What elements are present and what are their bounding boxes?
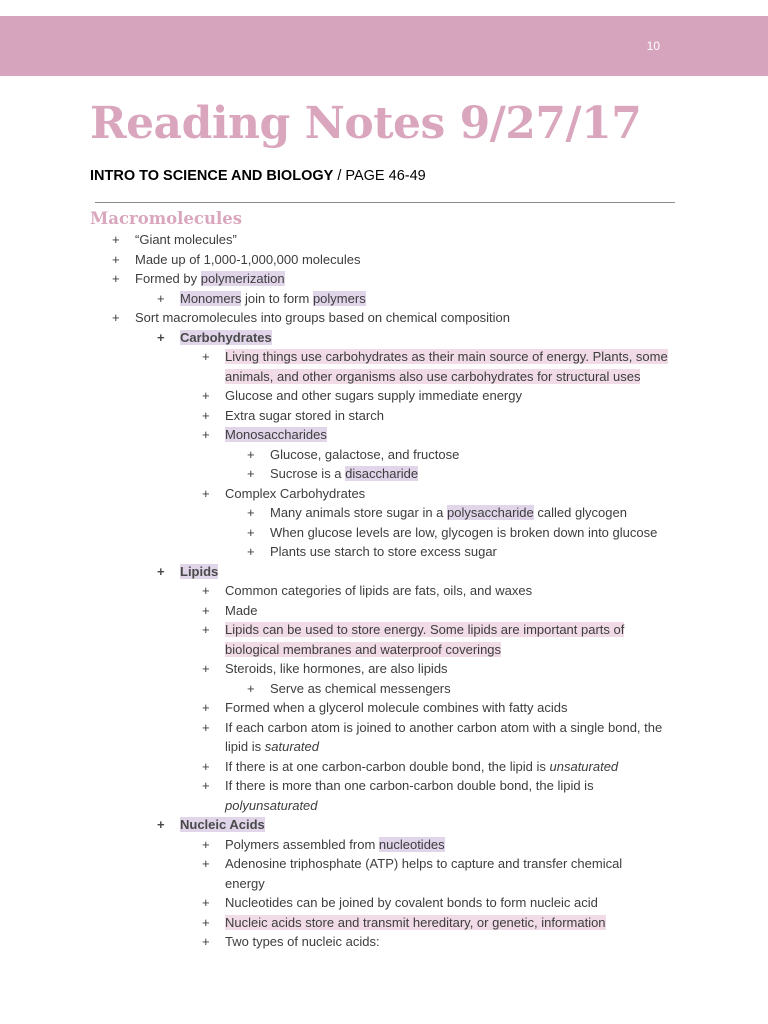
note-text: [180, 289, 366, 309]
bullet-plus-icon: +: [157, 329, 165, 345]
note-row: [0, 406, 768, 426]
note-text: [180, 815, 265, 835]
bullet-plus-icon: +: [202, 700, 210, 715]
note-segment: Complex Carbohydrates: [225, 485, 366, 501]
note-row: [0, 308, 768, 328]
bullet-plus-icon: +: [202, 914, 210, 930]
highlighted-term: biological membranes and waterproof coverings: [225, 641, 502, 657]
bullet-plus-icon: +: [202, 583, 210, 598]
highlighted-term: Nucleic Acids: [180, 817, 265, 832]
note-text: [270, 464, 418, 484]
bullet-plus-icon: +: [202, 349, 210, 364]
header-band: [0, 16, 768, 76]
bullet-plus-icon: +: [202, 836, 210, 852]
note-row: [0, 718, 768, 738]
note-segment: called glycogen: [533, 505, 627, 520]
note-text: [225, 425, 327, 445]
highlighted-term: Lipids: [180, 563, 219, 579]
note-segment: Made: [225, 602, 258, 618]
note-text: [225, 835, 445, 855]
note-text: [225, 698, 567, 718]
note-row: [0, 796, 768, 816]
note-segment: lipid is: [225, 739, 265, 754]
note-segment: Sort macromolecules into groups based on chemical composition: [135, 310, 511, 325]
note-row: [0, 620, 768, 640]
bullet-plus-icon: +: [202, 602, 210, 618]
note-segment: Formed when a glycerol molecule combines with fatty acids: [225, 700, 568, 715]
note-text: [225, 932, 380, 952]
note-row: [0, 503, 768, 523]
highlighted-term: Nucleic acids store and transmit hereditary, or genetic, information: [225, 914, 606, 930]
highlighted-term: Living things use carbohydrates as their main source of energy. Plants, some: [225, 349, 668, 364]
note-text: [225, 620, 624, 640]
note-segment: When glucose levels are low, glycogen is broken down into glucose: [270, 524, 658, 540]
note-row: [0, 640, 768, 660]
note-text: [270, 542, 497, 562]
bullet-plus-icon: +: [202, 622, 210, 637]
bullet-plus-icon: +: [112, 271, 120, 286]
bullet-plus-icon: +: [247, 505, 255, 520]
course-name: INTRO TO SCIENCE AND BIOLOGY: [90, 168, 334, 184]
note-text: [225, 406, 384, 426]
note-row: [0, 289, 768, 309]
note-row: [0, 562, 768, 582]
note-segment: Extra sugar stored in starch: [225, 407, 384, 423]
bullet-plus-icon: +: [157, 290, 165, 306]
note-text: [270, 445, 459, 465]
bullet-plus-icon: +: [112, 310, 120, 325]
note-row: [0, 679, 768, 699]
bullet-plus-icon: +: [202, 895, 210, 910]
note-segment: Adenosine triphosphate (ATP) helps to capture and transfer chemical: [225, 856, 623, 871]
note-segment: Common categories of lipids are fats, oils, and waxes: [225, 583, 533, 598]
note-row: [0, 815, 768, 835]
note-text: [225, 718, 662, 738]
highlighted-term: polysaccharide: [447, 505, 534, 520]
note-text: [135, 250, 361, 270]
bullet-plus-icon: +: [202, 856, 210, 871]
bullet-plus-icon: +: [202, 778, 210, 793]
notes-list: [0, 230, 768, 952]
bullet-plus-icon: +: [157, 563, 165, 579]
bullet-plus-icon: +: [202, 719, 210, 735]
note-row: [0, 854, 768, 874]
bullet-plus-icon: +: [202, 407, 210, 423]
note-text: [270, 503, 627, 523]
note-text: [225, 581, 532, 601]
bullet-plus-icon: +: [112, 232, 120, 247]
section-title: Macromolecules: [90, 209, 243, 228]
note-segment: Made up of 1,000-1,000,000 molecules: [135, 251, 361, 267]
note-row: [0, 269, 768, 289]
note-text: [225, 659, 448, 679]
highlighted-term: polymers: [312, 290, 366, 306]
note-text: [225, 367, 640, 387]
divider: [95, 202, 675, 203]
bullet-plus-icon: +: [202, 388, 210, 403]
note-segment: Formed by: [135, 271, 201, 286]
note-text: [225, 347, 668, 367]
note-text: [225, 386, 522, 406]
note-segment: Glucose, galactose, and fructose: [270, 446, 460, 462]
note-segment: join to form: [241, 290, 313, 306]
note-text: [225, 854, 622, 874]
note-segment: If there is at one carbon-carbon double bond, the lipid is: [225, 758, 550, 774]
note-segment: Nucleotides can be joined by covalent bonds to form nucleic acid: [225, 895, 598, 910]
note-text: [270, 523, 657, 543]
note-segment: Steroids, like hormones, are also lipids: [225, 661, 448, 676]
note-row: [0, 737, 768, 757]
highlighted-term: Carbohydrates: [180, 329, 272, 345]
note-segment: If there is more than one carbon-carbon double bond, the lipid is: [225, 778, 594, 793]
note-row: [0, 425, 768, 445]
note-row: [0, 464, 768, 484]
note-row: [0, 893, 768, 913]
bullet-plus-icon: +: [157, 817, 165, 832]
highlighted-term: nucleotides: [378, 836, 445, 852]
note-text: [225, 737, 319, 757]
note-text: [225, 601, 258, 621]
page-range: / PAGE 46-49: [333, 168, 426, 184]
note-segment: energy: [225, 875, 265, 891]
note-segment: Serve as chemical messengers: [270, 680, 451, 696]
note-row: [0, 445, 768, 465]
note-row: [0, 484, 768, 504]
note-segment: “Giant molecules”: [135, 232, 237, 247]
bullet-plus-icon: +: [247, 524, 255, 540]
note-row: [0, 347, 768, 367]
note-segment: Plants use starch to store excess sugar: [270, 544, 497, 559]
bullet-plus-icon: +: [112, 251, 120, 267]
bullet-plus-icon: +: [202, 661, 210, 676]
page-number: 10: [646, 39, 660, 53]
note-row: [0, 386, 768, 406]
note-row: [0, 328, 768, 348]
note-row: [0, 250, 768, 270]
bullet-plus-icon: +: [202, 427, 210, 442]
highlighted-term: disaccharide: [345, 466, 419, 481]
note-text: [135, 269, 285, 289]
note-row: [0, 523, 768, 543]
note-segment: If each carbon atom is joined to another carbon atom with a single bond, the: [225, 719, 663, 735]
note-text: [135, 308, 510, 328]
note-row: [0, 932, 768, 952]
note-text: [225, 776, 594, 796]
note-text: [180, 328, 272, 348]
note-text: [225, 796, 318, 816]
highlighted-term: Monosaccharides: [225, 427, 327, 442]
note-text: [180, 562, 218, 582]
note-row: [0, 659, 768, 679]
note-row: [0, 835, 768, 855]
note-text: [225, 484, 365, 504]
bullet-plus-icon: +: [247, 544, 255, 559]
note-row: [0, 581, 768, 601]
note-text: [225, 913, 606, 933]
note-segment: Glucose and other sugars supply immediate energy: [225, 388, 522, 403]
bullet-plus-icon: +: [247, 466, 255, 481]
highlighted-term: Monomers: [180, 290, 242, 306]
note-segment: polyunsaturated: [225, 797, 318, 813]
note-row: [0, 230, 768, 250]
note-text: [225, 874, 265, 894]
bullet-plus-icon: +: [247, 446, 255, 462]
note-text: [225, 893, 598, 913]
note-row: [0, 698, 768, 718]
note-row: [0, 367, 768, 387]
note-segment: Many animals store sugar in a: [270, 505, 448, 520]
note-row: [0, 913, 768, 933]
bullet-plus-icon: +: [202, 934, 210, 949]
page-subtitle: [90, 168, 426, 184]
note-text: [225, 757, 618, 777]
highlighted-term: Lipids can be used to store energy. Some lipids are important parts of: [225, 622, 625, 637]
note-row: [0, 874, 768, 894]
note-row: [0, 757, 768, 777]
bullet-plus-icon: +: [247, 680, 255, 696]
note-text: [225, 640, 501, 660]
highlighted-term: polymerization: [200, 271, 285, 286]
note-row: [0, 776, 768, 796]
note-row: [0, 542, 768, 562]
note-segment: Polymers assembled from: [225, 836, 379, 852]
note-segment: unsaturated: [549, 758, 619, 774]
bullet-plus-icon: +: [202, 485, 210, 501]
note-text: [270, 679, 451, 699]
bullet-plus-icon: +: [202, 758, 210, 774]
note-segment: Two types of nucleic acids:: [225, 934, 380, 949]
page-title: Reading Notes 9/27/17: [90, 98, 642, 149]
note-segment: saturated: [264, 739, 319, 754]
note-row: [0, 601, 768, 621]
highlighted-term: animals, and other organisms also use carbohydrates for structural uses: [225, 368, 641, 384]
note-text: [135, 230, 237, 250]
note-segment: Sucrose is a: [270, 466, 346, 481]
